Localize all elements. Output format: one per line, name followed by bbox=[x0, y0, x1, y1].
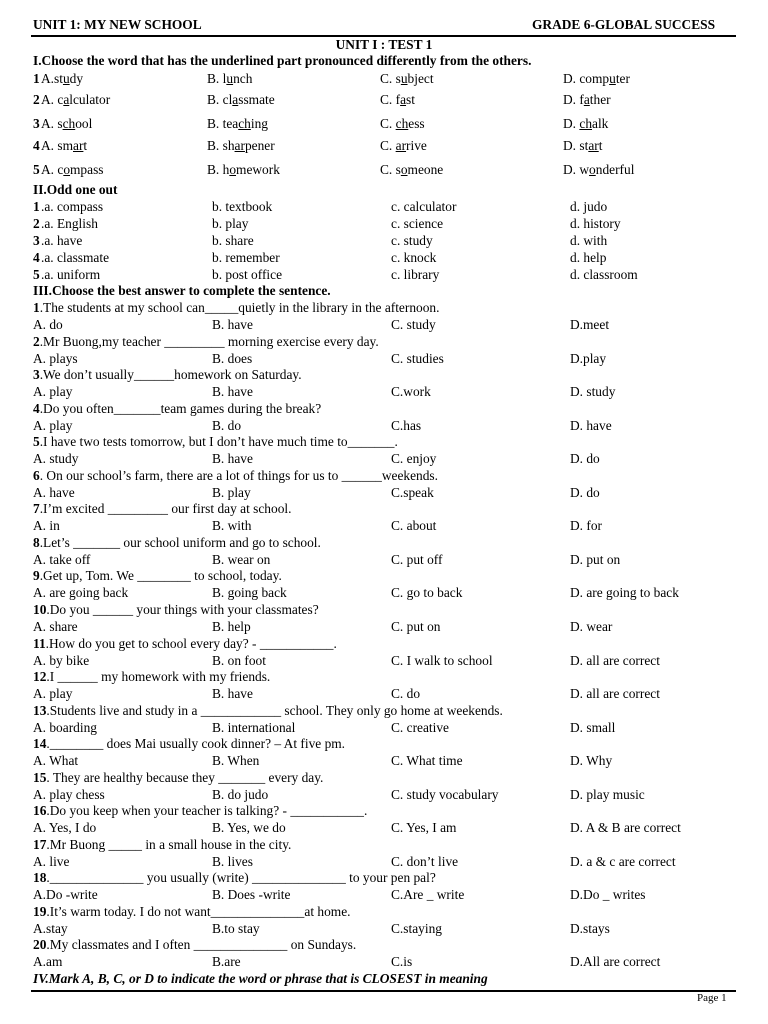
option-text: st bbox=[406, 92, 415, 107]
page-number: Page 1 bbox=[697, 992, 727, 1004]
question-text bbox=[33, 334, 379, 350]
option-b: B.are bbox=[212, 954, 241, 970]
option-text: nderful bbox=[595, 162, 635, 177]
underlined-sound: ar bbox=[234, 138, 245, 153]
option-b: b. share bbox=[212, 233, 254, 248]
option-a: A. study bbox=[33, 451, 79, 467]
underlined-sound: a bbox=[400, 92, 407, 107]
option-a: A. do bbox=[33, 317, 63, 332]
option-c: C. creative bbox=[391, 719, 449, 735]
question-body: .Mr Buong,my teacher _________ morning exercise every day. bbox=[39, 333, 379, 349]
option-c: C.has bbox=[391, 417, 422, 433]
option-text: ool bbox=[75, 116, 93, 131]
option-a: A. play bbox=[33, 686, 73, 701]
option-text: t bbox=[83, 138, 88, 153]
option-d: D.Do _ writes bbox=[570, 887, 646, 903]
option-d: D. study bbox=[570, 384, 616, 400]
option-text: B. sh bbox=[207, 138, 235, 153]
underlined-sound: ch bbox=[579, 116, 593, 131]
option-d: D. do bbox=[570, 451, 600, 467]
option-a: .a. English bbox=[41, 216, 98, 231]
option-b: B. have bbox=[212, 317, 253, 332]
option-text: lculator bbox=[69, 92, 111, 107]
option-text: ing bbox=[250, 116, 268, 131]
question-text bbox=[33, 870, 436, 886]
option-a: A.stay bbox=[33, 920, 68, 936]
underlined-sound: ar bbox=[395, 138, 407, 153]
option-b: b. play bbox=[212, 216, 249, 231]
item-number: 6 bbox=[33, 467, 40, 483]
option-c bbox=[380, 92, 415, 108]
option-b: B. on foot bbox=[212, 652, 266, 668]
option-b: B. have bbox=[212, 686, 253, 701]
question-body: .Do you keep when your teacher is talking? - ___________. bbox=[46, 803, 368, 819]
test-title: UNIT I : TEST 1 bbox=[335, 37, 433, 52]
option-b bbox=[207, 162, 280, 178]
option-c: C.staying bbox=[391, 920, 442, 936]
underlined-sound: o bbox=[589, 162, 596, 177]
question-text bbox=[33, 703, 503, 719]
question-body: .The students at my school can_____quietly in the library in the afternoon. bbox=[39, 300, 440, 315]
option-c: C. put on bbox=[391, 619, 441, 634]
question-body: .My classmates and I often ______________ on Sundays. bbox=[46, 937, 357, 953]
question-text bbox=[33, 636, 337, 652]
underlined-sound: ar bbox=[588, 138, 599, 153]
question-body: .How do you get to school every day? - ___________. bbox=[45, 635, 337, 651]
question-text bbox=[33, 669, 270, 685]
option-text: D. comp bbox=[563, 71, 610, 86]
option-b: b. textbook bbox=[212, 199, 273, 214]
item-number: 1 bbox=[33, 300, 40, 315]
question-body: .Students live and study in a ____________ school. They only go home at weekends. bbox=[46, 702, 503, 718]
question-text bbox=[33, 434, 398, 450]
question-text bbox=[33, 602, 319, 618]
item-number: 19 bbox=[33, 903, 47, 919]
option-c: C.is bbox=[391, 954, 413, 970]
item-number: 1 bbox=[33, 199, 40, 214]
option-c: C. What time bbox=[391, 753, 463, 769]
question-text bbox=[33, 568, 282, 584]
option-d: D.meet bbox=[570, 317, 610, 332]
option-a bbox=[41, 92, 110, 108]
item-number: 16 bbox=[33, 803, 47, 819]
option-b: B. help bbox=[212, 619, 251, 634]
option-d: d. classroom bbox=[570, 267, 638, 282]
option-text: A. c bbox=[41, 162, 64, 177]
option-a: .a. compass bbox=[41, 199, 104, 214]
option-a: A. take off bbox=[33, 551, 91, 567]
option-b: B. wear on bbox=[212, 551, 271, 567]
option-d: D. play music bbox=[570, 786, 645, 802]
option-c: c. study bbox=[391, 233, 433, 248]
underlined-sound: o bbox=[229, 162, 237, 177]
option-c bbox=[380, 138, 427, 154]
question-text bbox=[33, 501, 291, 517]
option-c: c. knock bbox=[391, 250, 437, 265]
option-b bbox=[207, 116, 268, 132]
option-text: alk bbox=[592, 116, 609, 131]
item-number: 8 bbox=[33, 534, 40, 550]
option-text: B. cl bbox=[207, 92, 233, 107]
option-a: A. have bbox=[33, 484, 75, 500]
item-number: 11 bbox=[33, 635, 46, 651]
option-d bbox=[563, 138, 602, 154]
question-text bbox=[33, 535, 321, 551]
option-a: A.Do -write bbox=[33, 887, 98, 903]
question-body: .Let’s _______ our school uniform and go to school. bbox=[39, 534, 321, 550]
option-b: B. does bbox=[212, 350, 253, 366]
option-d bbox=[563, 71, 630, 87]
option-text: meone bbox=[407, 162, 444, 177]
option-text: A. c bbox=[41, 92, 64, 107]
item-number: 20 bbox=[33, 937, 47, 953]
header-grade: GRADE 6-GLOBAL SUCCESS bbox=[532, 17, 716, 32]
underlined-sound: o bbox=[400, 162, 408, 177]
option-b: B.to stay bbox=[212, 920, 260, 936]
question-text bbox=[33, 468, 438, 484]
option-c: c. calculator bbox=[391, 199, 457, 214]
option-b: B. with bbox=[212, 518, 252, 534]
item-number: 3 bbox=[33, 116, 40, 131]
option-b: B. Does -write bbox=[212, 887, 291, 903]
option-c bbox=[380, 116, 425, 132]
option-text: pener bbox=[244, 138, 275, 153]
option-a: .a. classmate bbox=[41, 250, 110, 265]
option-text: A. sm bbox=[41, 138, 73, 153]
option-d bbox=[563, 116, 608, 132]
option-b: B. have bbox=[212, 451, 253, 467]
option-d bbox=[563, 92, 611, 108]
option-d: D. wear bbox=[570, 619, 613, 634]
option-a: A. by bike bbox=[33, 652, 90, 668]
option-a bbox=[41, 138, 87, 154]
option-d: D. put on bbox=[570, 551, 621, 567]
item-number: 13 bbox=[33, 702, 47, 718]
underlined-sound: u bbox=[62, 71, 70, 86]
option-text: C. s bbox=[380, 162, 401, 177]
option-a: A. share bbox=[33, 619, 78, 634]
option-c: C. study vocabulary bbox=[391, 786, 499, 802]
option-d: D.stays bbox=[570, 920, 610, 936]
question-body: .Mr Buong _____ in a small house in the city. bbox=[46, 836, 292, 852]
underlined-sound: a bbox=[583, 92, 590, 107]
option-d: d. history bbox=[570, 216, 621, 231]
option-c bbox=[380, 162, 443, 178]
option-text: D. w bbox=[563, 162, 590, 177]
option-text: ter bbox=[615, 71, 630, 86]
option-a: A. in bbox=[33, 518, 60, 534]
option-text: dy bbox=[69, 71, 84, 86]
item-number: 4 bbox=[33, 400, 40, 416]
option-text: C. s bbox=[380, 71, 401, 86]
option-c: C. go to back bbox=[391, 585, 463, 601]
underlined-sound: u bbox=[609, 71, 616, 86]
option-a: A. play bbox=[33, 417, 73, 433]
question-body: .______________ you usually (write) ______________ to your pen pal? bbox=[46, 870, 436, 886]
option-text: t bbox=[598, 138, 603, 153]
option-d: d. help bbox=[570, 250, 607, 265]
option-d: D. A & B are correct bbox=[570, 820, 681, 836]
option-text: mpass bbox=[70, 162, 104, 177]
option-c: C. study bbox=[391, 317, 436, 332]
option-b: B. international bbox=[212, 719, 296, 735]
option-c: C.work bbox=[391, 384, 431, 400]
option-d: D. Why bbox=[570, 753, 613, 769]
option-text: B. l bbox=[207, 71, 227, 86]
option-d bbox=[563, 162, 634, 178]
item-number: 1 bbox=[33, 71, 40, 86]
item-number: 3 bbox=[33, 367, 40, 383]
underlined-sound: o bbox=[63, 162, 71, 177]
option-a: .a. have bbox=[41, 233, 83, 248]
option-text: D. f bbox=[563, 92, 584, 107]
option-b: B. play bbox=[212, 484, 251, 500]
option-c: C. I walk to school bbox=[391, 652, 493, 668]
option-c: C. studies bbox=[391, 350, 444, 366]
option-a: A.am bbox=[33, 954, 63, 970]
option-d: D. are going to back bbox=[570, 585, 679, 601]
option-a: A. live bbox=[33, 853, 70, 869]
question-text bbox=[33, 300, 439, 316]
option-b: B. When bbox=[212, 753, 260, 769]
option-d: d. judo bbox=[570, 199, 608, 214]
option-d: D.play bbox=[570, 350, 607, 366]
question-body: . They are healthy because they _______ every day. bbox=[46, 769, 324, 785]
underlined-sound: ch bbox=[395, 116, 409, 131]
option-text: A.st bbox=[41, 71, 63, 86]
item-number: 15 bbox=[33, 769, 47, 785]
option-a: A. are going back bbox=[33, 585, 129, 601]
option-text: ssmate bbox=[238, 92, 275, 107]
option-c bbox=[380, 71, 434, 87]
question-body: .Get up, Tom. We ________ to school, today. bbox=[39, 568, 282, 584]
option-b: B. have bbox=[212, 384, 253, 400]
option-b bbox=[207, 138, 275, 154]
item-number: 5 bbox=[33, 162, 40, 177]
question-text bbox=[33, 367, 302, 383]
option-d: D. do bbox=[570, 484, 600, 500]
option-c: C. enjoy bbox=[391, 451, 437, 467]
question-text bbox=[33, 803, 367, 819]
option-text: A. s bbox=[41, 116, 63, 131]
question-body: .I ______ my homework with my friends. bbox=[46, 669, 271, 684]
item-number: 4 bbox=[33, 138, 40, 153]
option-d: d. with bbox=[570, 233, 608, 248]
option-c: C. Yes, I am bbox=[391, 820, 457, 836]
option-text: B. tea bbox=[207, 116, 239, 131]
item-number: 2 bbox=[33, 333, 40, 349]
option-b bbox=[207, 92, 275, 108]
option-c: C.speak bbox=[391, 484, 434, 500]
question-body: .I’m excited _________ our first day at school. bbox=[39, 501, 292, 517]
option-b: B. Yes, we do bbox=[212, 820, 286, 836]
option-d: D.All are correct bbox=[570, 954, 661, 970]
option-d: D. all are correct bbox=[570, 686, 660, 701]
item-number: 3 bbox=[33, 233, 40, 248]
underlined-sound: ar bbox=[73, 138, 84, 153]
option-text: C. bbox=[380, 116, 396, 131]
option-c: c. library bbox=[391, 267, 440, 282]
option-a: A. plays bbox=[33, 350, 78, 366]
underlined-sound: u bbox=[400, 71, 408, 86]
question-text bbox=[33, 401, 321, 417]
option-a: .a. uniform bbox=[41, 267, 101, 282]
underlined-sound: ch bbox=[62, 116, 76, 131]
option-a: A. boarding bbox=[33, 719, 97, 735]
option-d: D. a & c are correct bbox=[570, 853, 676, 869]
underlined-sound: a bbox=[232, 92, 239, 107]
option-c: C.Are _ write bbox=[391, 887, 465, 903]
question-body: .________ does Mai usually cook dinner? – At five pm. bbox=[46, 736, 346, 752]
question-body: .It’s warm today. I do not want______________at home. bbox=[46, 903, 351, 919]
option-b: B. going back bbox=[212, 585, 287, 601]
header-unit: UNIT 1: MY NEW SCHOOL bbox=[33, 17, 202, 32]
item-number: 5 bbox=[33, 267, 40, 282]
option-text: D. bbox=[563, 116, 580, 131]
option-text: mework bbox=[236, 162, 280, 177]
option-d: D. all are correct bbox=[570, 652, 660, 668]
item-number: 7 bbox=[33, 501, 40, 517]
item-number: 10 bbox=[33, 602, 47, 617]
option-text: C. bbox=[380, 138, 396, 153]
question-text bbox=[33, 937, 356, 953]
option-text: C. f bbox=[380, 92, 401, 107]
item-number: 5 bbox=[33, 434, 40, 450]
option-b: B. do bbox=[212, 417, 242, 433]
question-text bbox=[33, 736, 345, 752]
question-body: .I have two tests tomorrow, but I don’t have much time to_______. bbox=[39, 434, 398, 450]
question-text bbox=[33, 904, 350, 920]
item-number: 9 bbox=[33, 568, 40, 584]
underlined-sound: ch bbox=[238, 116, 251, 131]
option-a: A. What bbox=[33, 753, 79, 769]
option-b bbox=[207, 71, 252, 87]
option-text: ther bbox=[589, 92, 611, 107]
option-b: b. remember bbox=[212, 250, 280, 265]
option-a bbox=[41, 116, 92, 132]
question-body: .Do you often_______team games during the break? bbox=[39, 400, 322, 416]
item-number: 18 bbox=[33, 870, 47, 886]
item-number: 2 bbox=[33, 216, 40, 231]
question-text bbox=[33, 770, 323, 786]
question-body: .Do you ______ your things with your classmates? bbox=[46, 602, 319, 617]
item-number: 17 bbox=[33, 836, 47, 852]
question-body: . On our school’s farm, there are a lot of things for us to ______weekends. bbox=[39, 467, 438, 483]
item-number: 2 bbox=[33, 92, 40, 107]
option-c: C. put off bbox=[391, 551, 443, 567]
option-text: bject bbox=[407, 71, 434, 86]
option-text: B. h bbox=[207, 162, 230, 177]
option-d: D. small bbox=[570, 719, 616, 735]
option-a: A. play chess bbox=[33, 786, 105, 802]
option-b: B. do judo bbox=[212, 786, 269, 802]
item-number: 4 bbox=[33, 250, 40, 265]
option-text: D. st bbox=[563, 138, 589, 153]
option-b: B. lives bbox=[212, 853, 253, 869]
item-number: 12 bbox=[33, 669, 47, 684]
question-text bbox=[33, 837, 291, 853]
option-text: nch bbox=[233, 71, 253, 86]
option-text: rive bbox=[406, 138, 427, 153]
option-a: A. play bbox=[33, 384, 73, 400]
option-a bbox=[41, 162, 104, 178]
underlined-sound: u bbox=[226, 71, 234, 86]
option-d: D. for bbox=[570, 518, 602, 534]
option-c: c. science bbox=[391, 216, 444, 231]
option-c: C. don’t live bbox=[391, 853, 459, 869]
option-a bbox=[41, 71, 83, 87]
option-text: ess bbox=[408, 116, 425, 131]
question-body: .We don’t usually______homework on Saturday. bbox=[39, 367, 302, 383]
option-a: A. Yes, I do bbox=[33, 820, 97, 836]
underlined-sound: a bbox=[63, 92, 70, 107]
worksheet-page: UNIT 1: MY NEW SCHOOL GRADE 6-GLOBAL SUCCESS UNIT I : TEST 1 I.Choose the word that has the underlined part pronounced differently from the others. 1 A.study B. lunch C. subject D. computer 2 A. calculator B. classmate C. fast D. father 3 A. school B. teaching C. chess D. chalk 4 A. smart B. sharpener C. arrive D. start 5 A. compass B. homework C. someone D. wonderful II.Odd one out 1 .a. compass b. textbook c. calculator d. judo 2 .a. English b. play c. science d. history 3 .a. have b. share c. study d. with 4 .a. classmate b. remember c. knock d. help 5 .a. uniform b. post office c. library d. classroom III.Choose the best answer to complete the sentence. 1.The students at my school can_____quietly in the library in the afternoon. A. do B. have C. study D.meet 2.Mr Buong,my teacher _________ morning exercise every day. A. plays B. does C. studies D.play 3.We don’t usually______homework on Saturday. A. play B. have C.work D. study 4.Do you often_______team games during the break? A. play B. do C.has D. have 5.I have two tests tomorrow, but I don’t have much time to_______. A. study B. have C. enjoy D. do 6. On our school’s farm, there are a lot of things for us to ______weekends. A. have B. play C.speak D. do 7.I’m excited _________ our first day at school. A. in B. with C. about D. for 8.Let’s _______ our school uniform and go to school. A. take off B. wear on C. put off D. put on 9.Get up, Tom. We ________ to school, today. A. are going back B. going back C. go to back D. are going to back 10.Do you ______ your things with your classmates? A. share B. help C. put on D. wear 11.How do you get to school every day? - ___________. A. by bike B. on foot C. I walk to school D. all are correct 12.I ______ my homework with my friends. A. play B. have C. do D. all are correct 13.Students live and study in a ____________ school. They only go home at weekends. A. boarding B. international C. creative D. small 14.________ does Mai usually cook dinner? – At five pm. A. What B. When C. What time D. Why 15. They are healthy because they _______ every day. A. play chess B. do judo C. study vocabulary D. play music 16.Do you keep when your teacher is talking? - ___________. A. Yes, I do B. Yes, we do C. Yes, I am D. A & B are correct 17.Mr Buong _____ in a small house in the city. A. live B. lives C. don’t live D. a & c are correct 18.______________ you usually (write) ______________ to your pen pal? A.Do -write B. Does -write C.Are _ write D.Do _ writes 19.It’s warm today. I do not want______________at home. A.stay B.to stay C.staying D.stays 20.My classmates and I often ______________ on Sundays. A.am B.are C.is D.All are correct IV.Mark A, B, C, or D to indicate the word or phrase that is CLOSEST in meaning Page 1 bbox=[0, 0, 768, 1024]
option-d: D. have bbox=[570, 417, 612, 433]
option-c: C. about bbox=[391, 518, 437, 534]
option-b: b. post office bbox=[212, 267, 283, 282]
item-number: 14 bbox=[33, 736, 47, 752]
footer-rule bbox=[31, 990, 736, 992]
option-c: C. do bbox=[391, 686, 421, 701]
